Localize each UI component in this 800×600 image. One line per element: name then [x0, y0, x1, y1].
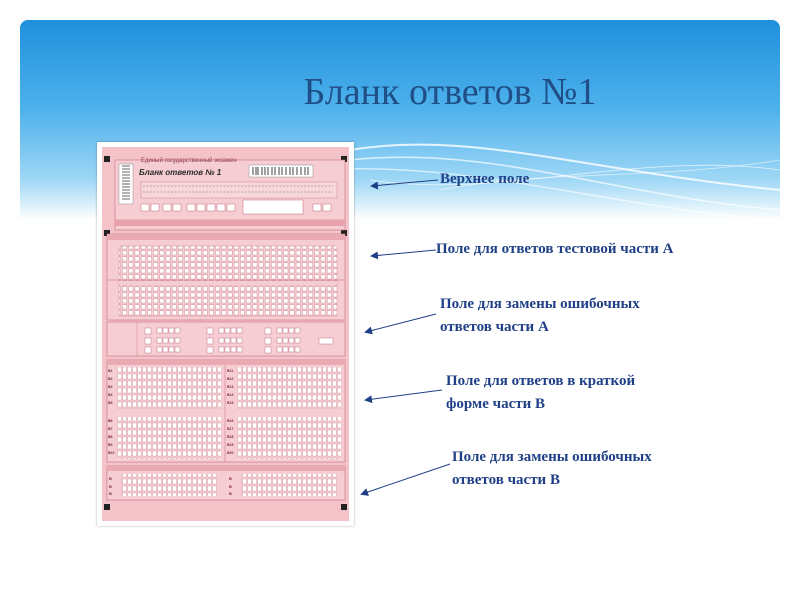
callout-replace-a [440, 293, 640, 339]
svg-text:B8: B8 [108, 435, 113, 439]
svg-text:B14: B14 [227, 393, 234, 397]
svg-text:B1: B1 [108, 369, 113, 373]
svg-text:B13: B13 [227, 385, 234, 389]
svg-text:B5: B5 [108, 401, 113, 405]
svg-text:B16: B16 [227, 419, 234, 423]
svg-text:B: B [229, 484, 232, 489]
callout-part-b [446, 370, 635, 416]
callout-replace-b-line2: ответов части В [452, 472, 560, 488]
svg-text:B: B [229, 476, 232, 481]
svg-text:B20: B20 [227, 451, 234, 455]
arrow-part-b [366, 390, 442, 400]
callout-part-a [436, 238, 674, 261]
form-title-text: Бланк ответов № 1 [139, 168, 222, 177]
callout-part-b-line2: форме части В [446, 396, 546, 412]
svg-text:B18: B18 [227, 435, 234, 439]
arrow-part-a [372, 250, 436, 256]
arrow-replace-b [362, 464, 450, 494]
svg-text:B7: B7 [108, 427, 113, 431]
callout-part-a-text: Поле для ответов тестовой части А [436, 241, 674, 257]
svg-text:B4: B4 [108, 393, 113, 397]
svg-text:B: B [109, 476, 112, 481]
arrow-replace-a [366, 314, 436, 332]
arrow-top-field [372, 180, 438, 186]
svg-text:B11: B11 [227, 369, 234, 373]
exam-header-text: Единый государственный экзамен [141, 158, 237, 164]
svg-text:B10: B10 [108, 451, 115, 455]
callout-replace-a-line2: ответов части А [440, 319, 549, 335]
svg-text:B12: B12 [227, 377, 234, 381]
callout-part-b-line1: Поле для ответов в краткой [446, 373, 636, 389]
svg-text:B: B [229, 491, 232, 496]
callout-replace-a-line1: Поле для замены ошибочных [440, 296, 640, 312]
svg-text:B: B [109, 484, 112, 489]
svg-text:B9: B9 [108, 443, 113, 447]
callout-replace-b-line1: Поле для замены ошибочных [452, 449, 652, 465]
callout-top-field-text: Верхнее поле [440, 171, 530, 187]
svg-text:B15: B15 [227, 401, 234, 405]
svg-text:B3: B3 [108, 385, 113, 389]
svg-text:B6: B6 [108, 419, 113, 423]
svg-text:B19: B19 [227, 443, 234, 447]
svg-text:B: B [109, 491, 112, 496]
callout-replace-b [452, 446, 652, 492]
svg-text:B2: B2 [108, 377, 113, 381]
svg-text:B17: B17 [227, 427, 234, 431]
callout-top-field [440, 168, 529, 191]
slide-title: Бланк ответов №1 [303, 71, 597, 113]
